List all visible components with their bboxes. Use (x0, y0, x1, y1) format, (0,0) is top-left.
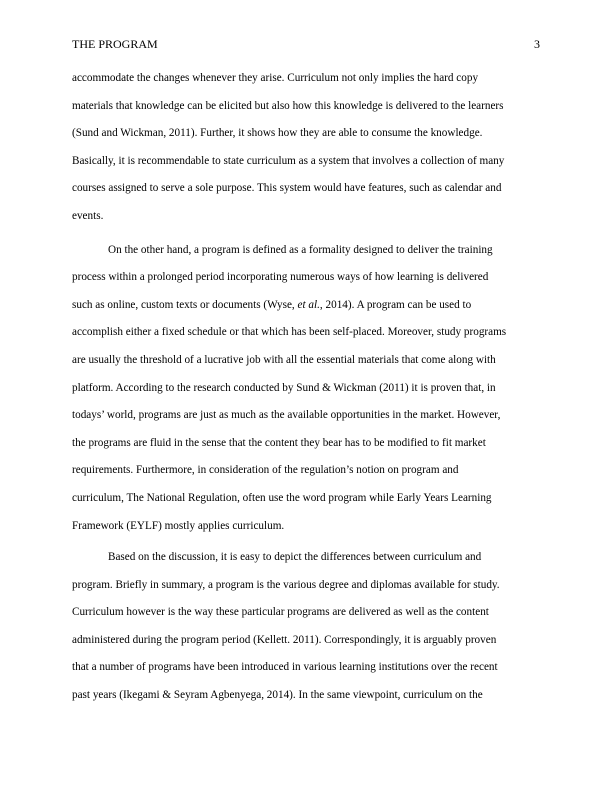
text-segment: , 2014). A program can be used to (319, 298, 472, 311)
header-title: THE PROGRAM (72, 37, 158, 51)
text-line: requirements. Furthermore, in consideration of the regulation’s notion on program and (72, 464, 459, 477)
text-line: platform. According to the research conducted by Sund & Wickman (2011) it is proven that, in (72, 381, 496, 394)
text-line: events. (72, 209, 104, 222)
text-line: past years (Ikegami & Seyram Agbenyega, 2014). In the same viewpoint, curriculum on the (72, 689, 483, 702)
document-body (72, 65, 540, 710)
page-number: 3 (534, 37, 540, 51)
italic-citation: et al. (297, 298, 320, 311)
text-line: (Sund and Wickman, 2011). Further, it shows how they are able to consume the knowledge. (72, 127, 483, 140)
paragraph-1 (72, 65, 540, 231)
text-line: Based on the discussion, it is easy to depict the differences between curriculum and (108, 551, 482, 564)
text-line: accomplish either a fixed schedule or that which has been self-placed. Moreover, study programs (72, 326, 507, 339)
text-line: process within a prolonged period incorporating numerous ways of how learning is delivered (72, 271, 489, 284)
paragraph-2 (72, 237, 540, 541)
text-line: program. Briefly in summary, a program is the various degree and diplomas available for study. (72, 578, 500, 591)
text-line: are usually the threshold of a lucrative job with all the essential materials that come along with (72, 353, 496, 366)
text-line (72, 292, 540, 320)
text-line: accommodate the changes whenever they arise. Curriculum not only implies the hard copy (72, 72, 479, 84)
text-line: that a number of programs have been introduced in various learning institutions over the recent (72, 661, 498, 674)
text-line: todays’ world, programs are just as much as the available opportunities in the market. However, (72, 409, 501, 422)
text-line: On the other hand, a program is defined as a formality designed to deliver the training (108, 243, 493, 256)
text-line: the programs are fluid in the sense that the content they bear has to be modified to fit market (72, 436, 486, 449)
text-line: Curriculum however is the way these particular programs are delivered as well as the content (72, 606, 489, 619)
text-line: administered during the program period (Kellett. 2011). Correspondingly, it is arguably proven (72, 633, 497, 646)
running-header (72, 36, 540, 52)
text-line: Framework (EYLF) mostly applies curriculum. (72, 519, 285, 532)
text-line: materials that knowledge can be elicited but also how this knowledge is delivered to the learners (72, 99, 504, 112)
text-segment: such as online, custom texts or documents (Wyse, (72, 298, 298, 311)
text-line: curriculum, The National Regulation, often use the word program while Early Years Learning (72, 491, 492, 504)
text-line: courses assigned to serve a sole purpose. This system would have features, such as calendar and (72, 182, 502, 195)
text-line: Basically, it is recommendable to state curriculum as a system that involves a collection of many (72, 154, 505, 167)
paragraph-3 (72, 544, 540, 710)
